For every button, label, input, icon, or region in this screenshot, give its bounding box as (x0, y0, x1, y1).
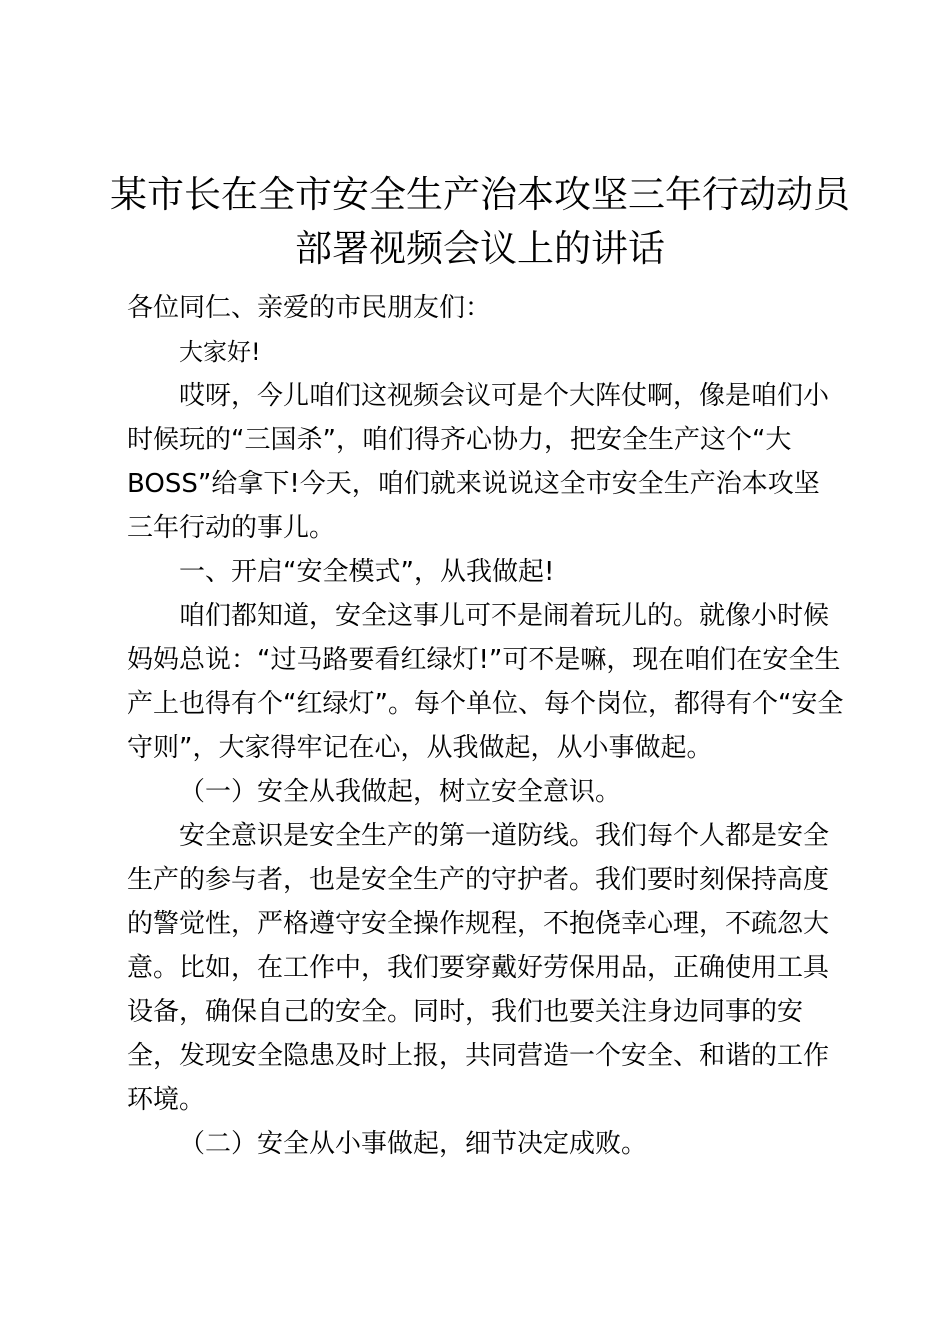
paragraph-line: 环境。 (127, 1085, 206, 1115)
paragraph-line: 妈妈总说：“过马路要看红绿灯!”可不是嘛，现在咱们在安全生 (127, 645, 841, 675)
salutation: 各位同仁、亲爱的市民朋友们： (127, 293, 492, 323)
paragraph-line: 哎呀，今儿咱们这视频会议可是个大阵仗啊，像是咱们小 (179, 381, 830, 411)
paragraph-line: 守则”，大家得牢记在心，从我做起，从小事做起。 (127, 733, 713, 763)
paragraph-line: 设备，确保自己的安全。同时，我们也要关注身边同事的安 (127, 997, 804, 1027)
greeting: 大家好! (179, 338, 261, 366)
paragraph-line: 咱们都知道，安全这事儿可不是闹着玩儿的。就像小时候 (179, 601, 830, 631)
document-title-line-2: 部署视频会议上的讲话 (295, 227, 665, 270)
paragraph-line: BOSS”给拿下!今天，咱们就来说说这全市安全生产治本攻坚 (127, 469, 820, 499)
paragraph-line: 三年行动的事儿。 (127, 513, 336, 543)
subsection-heading: （二）安全从小事做起，细节决定成败。 (179, 1129, 648, 1159)
intro-paragraph (127, 374, 833, 550)
paragraph-line: 时候玩的“三国杀”，咱们得齐心协力，把安全生产这个“大 (127, 425, 792, 455)
document-title-line-1: 某市长在全市安全生产治本攻坚三年行动动员 (110, 173, 850, 216)
paragraph-line: 生产的参与者，也是安全生产的守护者。我们要时刻保持高度 (127, 865, 830, 895)
paragraph-line: 安全意识是安全生产的第一道防线。我们每个人都是安全 (179, 821, 830, 851)
section-1-paragraph (127, 594, 844, 770)
paragraph-line: 全，发现安全隐患及时上报，共同营造一个安全、和谐的工作 (127, 1041, 830, 1071)
paragraph-line: 的警觉性，严格遵守安全操作规程，不抱侥幸心理，不疏忽大 (127, 909, 830, 939)
document-body (127, 286, 844, 1166)
paragraph-line: 意。比如，在工作中，我们要穿戴好劳保用品，正确使用工具 (127, 953, 830, 983)
section-heading: 一、开启“安全模式”，从我做起! (179, 557, 555, 587)
paragraph-line: 产上也得有个“红绿灯”。每个单位、每个岗位，都得有个“安全 (127, 689, 844, 719)
subsection-1-paragraph (127, 814, 833, 1122)
subsection-heading: （一）安全从我做起，树立安全意识。 (179, 777, 622, 807)
